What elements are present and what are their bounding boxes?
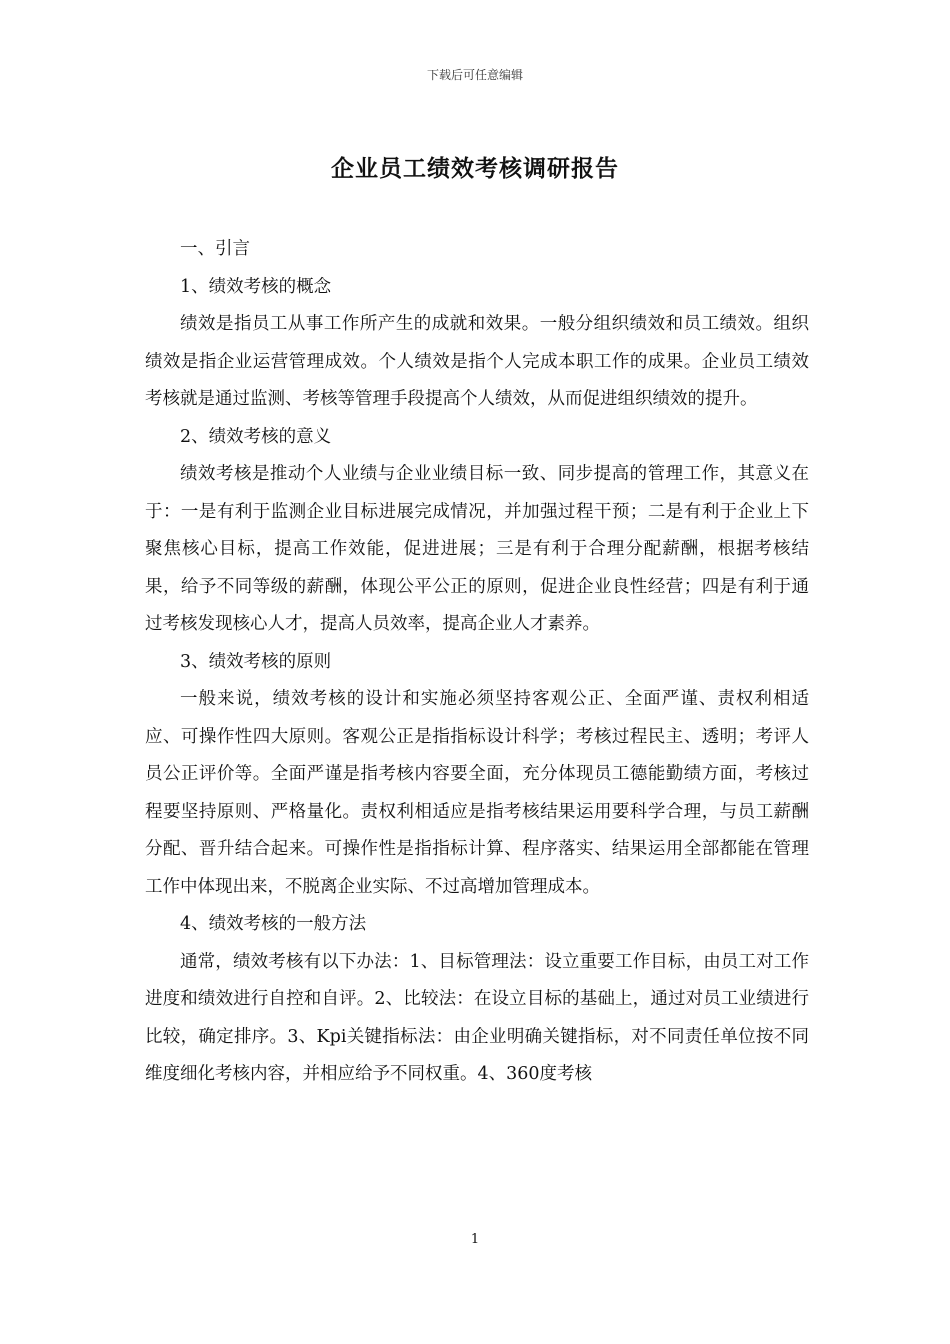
- section-heading: 一、引言: [180, 239, 250, 259]
- body-paragraph: 绩效是指员工从事工作所产生的成就和效果。一般分组织绩效和员工绩效。组织绩效是指企业运营管理成效。个人绩效是指个人完成本职工作的成果。企业员工绩效考核就是通过监测、考核等管理手段提高个人绩效，从而促进组织绩效的提升。: [145, 314, 809, 409]
- subsection-heading: 4、绩效考核的一般方法: [180, 914, 367, 934]
- body-paragraph: 一般来说，绩效考核的设计和实施必须坚持客观公正、全面严谨、责权利相适应、可操作性四大原则。客观公正是指指标设计科学；考核过程民主、透明；考评人员公正评价等。全面严谨是指考核内容要全面，充分体现员工德能勤绩方面，考核过程要坚持原则、严格量化。责权利相适应是指考核结果运用要科学合理，与员工薪酬分配、晋升结合起来。可操作性是指指标计算、程序落实、结果运用全部都能在管理工作中体现出来，不脱离企业实际、不过高增加管理成本。: [145, 689, 809, 897]
- subsection-heading: 3、绩效考核的原则: [180, 651, 332, 672]
- page-number: 1: [470, 1232, 480, 1247]
- subsection-heading: 1、绩效考核的概念: [180, 276, 332, 297]
- document-body: [145, 231, 809, 1094]
- body-paragraph: 绩效考核是推动个人业绩与企业业绩目标一致、同步提高的管理工作，其意义在于：一是有利于监测企业目标进展完成情况，并加强过程干预；二是有利于企业上下聚焦核心目标，提高工作效能，促进进展；三是有利于合理分配薪酬，根据考核结果，给予不同等级的薪酬，体现公平公正的原则，促进企业良性经营；四是有利于通过考核发现核心人才，提高人员效率，提高企业人才素养。: [145, 464, 809, 634]
- body-paragraph: 通常，绩效考核有以下办法：1、目标管理法：设立重要工作目标，由员工对工作进度和绩效进行自控和自评。2、比较法：在设立目标的基础上，通过对员工业绩进行比较，确定排序。3、Kpi关键指标法：由企业明确关键指标，对不同责任单位按不同维度细化考核内容，并相应给予不同权重。4、360度考核: [145, 951, 809, 1084]
- header-note: 下载后可任意编辑: [426, 68, 523, 82]
- subsection-heading: 2、绩效考核的意义: [180, 426, 332, 447]
- document-title: 企业员工绩效考核调研报告: [331, 156, 619, 182]
